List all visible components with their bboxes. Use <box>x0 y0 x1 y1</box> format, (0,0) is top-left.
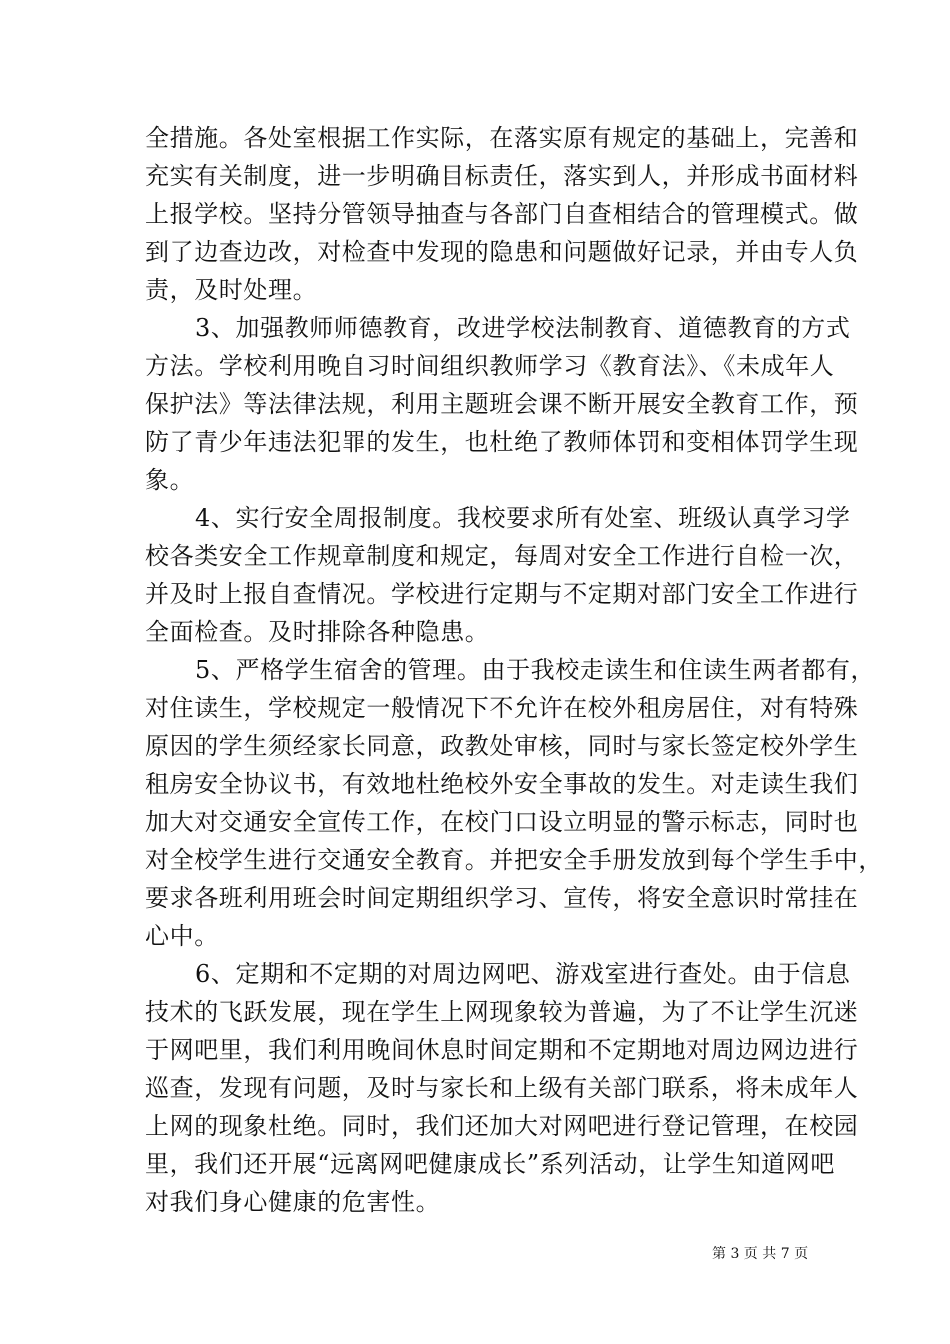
text-line: 租房安全协议书，有效地杜绝校外安全事故的发生。对走读生我们 <box>145 770 859 798</box>
page-number-footer: 第 3 页 共 7 页 <box>712 1246 809 1262</box>
text-line: 全面检查。及时排除各种隐患。 <box>145 618 490 646</box>
paragraph-start-line: 6、定期和不定期的对周边网吧、游戏室进行查处。由于信息 <box>195 960 851 988</box>
text-line: 要求各班利用班会时间定期组织学习、宣传，将安全意识时常挂在 <box>145 884 859 912</box>
text-line: 象。 <box>145 466 195 494</box>
text-line: 心中。 <box>145 922 219 950</box>
text-line: 保护法》等法律法规，利用主题班会课不断开展安全教育工作，预 <box>145 390 859 418</box>
text-line: 技术的飞跃发展，现在学生上网现象较为普遍，为了不让学生沉迷 <box>145 998 859 1026</box>
text-line: 上网的现象杜绝。同时，我们还加大对网吧进行登记管理，在校园 <box>145 1112 859 1140</box>
text-line: 原因的学生须经家长同意，政教处审核，同时与家长签定校外学生 <box>145 732 859 760</box>
text-line: 上报学校。坚持分管领导抽查与各部门自查相结合的管理模式。做 <box>145 200 859 228</box>
text-line: 于网吧里，我们利用晚间休息时间定期和不定期地对周边网边进行 <box>145 1036 859 1064</box>
text-line: 方法。学校利用晚自习时间组织教师学习《教育法》、《未成年人 <box>145 352 835 380</box>
text-line: 里，我们还开展“远离网吧健康成长”系列活动，让学生知道网吧 <box>145 1150 835 1178</box>
text-line: 对住读生，学校规定一般情况下不允许在校外租房居住，对有特殊 <box>145 694 859 722</box>
text-line: 加大对交通安全宣传工作，在校门口设立明显的警示标志，同时也 <box>145 808 859 836</box>
text-line: 校各类安全工作规章制度和规定，每周对安全工作进行自检一次， <box>145 542 859 570</box>
text-line: 全措施。各处室根据工作实际，在落实原有规定的基础上，完善和 <box>145 124 859 152</box>
text-line: 对我们身心健康的危害性。 <box>145 1188 441 1216</box>
text-line: 防了青少年违法犯罪的发生，也杜绝了教师体罚和变相体罚学生现 <box>145 428 859 456</box>
text-line: 责，及时处理。 <box>145 276 318 304</box>
paragraph-start-line: 3、加强教师师德教育，改进学校法制教育、道德教育的方式 <box>195 314 851 342</box>
paragraph-start-line: 5、严格学生宿舍的管理。由于我校走读生和住读生两者都有， <box>195 656 876 684</box>
paragraph-start-line: 4、实行安全周报制度。我校要求所有处室、班级认真学习学 <box>195 504 851 532</box>
text-line: 到了边查边改，对检查中发现的隐患和问题做好记录，并由专人负 <box>145 238 859 266</box>
text-line: 对全校学生进行交通安全教育。并把安全手册发放到每个学生手中， <box>145 846 883 874</box>
text-line: 充实有关制度，进一步明确目标责任，落实到人，并形成书面材料 <box>145 162 859 190</box>
text-line: 巡查，发现有问题，及时与家长和上级有关部门联系，将未成年人 <box>145 1074 859 1102</box>
text-line: 并及时上报自查情况。学校进行定期与不定期对部门安全工作进行 <box>145 580 859 608</box>
